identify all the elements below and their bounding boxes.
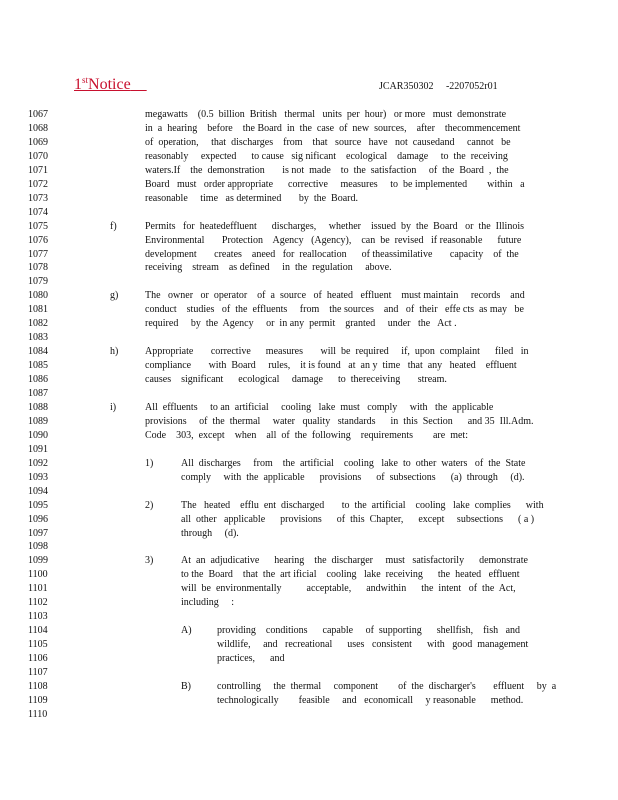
text-line: of operation, that discharges from that source have not causedand cannot be	[145, 136, 511, 148]
text-line: Permits for heatedeffluent discharges, whether issued by the Board or the Illinois	[145, 220, 524, 232]
line-number: 1076	[28, 234, 48, 246]
text-line: conduct studies of the effluents from the sources and of their effe cts as may be	[145, 304, 524, 316]
line-number: 1070	[28, 150, 48, 162]
text-line: All effluents to an artificial cooling lake must comply with the applicable	[145, 401, 494, 413]
line-number: 1086	[28, 374, 48, 386]
line-number: 1106	[28, 653, 48, 665]
line-number: 1085	[28, 360, 48, 372]
line-number: 1081	[28, 304, 48, 316]
line-number: 1101	[28, 583, 48, 595]
paragraph-marker: 3)	[145, 555, 154, 567]
paragraph-marker: B)	[181, 680, 191, 692]
line-number: 1097	[28, 527, 48, 539]
line-number: 1102	[28, 597, 48, 609]
paragraph-marker: h)	[110, 346, 119, 358]
line-number: 1075	[28, 220, 48, 232]
line-number: 1067	[28, 109, 48, 120]
text-line: receiving stream as defined in the regulation above.	[145, 262, 392, 274]
line-number: 1073	[28, 192, 48, 204]
line-number: 1107	[28, 667, 48, 678]
line-number: 1100	[28, 569, 48, 581]
line-number: 1099	[28, 555, 48, 567]
line-number: 1087	[28, 388, 48, 399]
line-number: 1096	[28, 513, 48, 525]
text-line: compliance with Board rules, it is found at an y time that any heated effluent	[145, 360, 517, 372]
text-line: development creates aneed for reallocation of theassimilative capacity of the	[145, 248, 519, 260]
paragraph-marker: 2)	[145, 499, 154, 511]
line-number: 1090	[28, 429, 48, 441]
line-number: 1103	[28, 611, 48, 623]
paragraph-marker: 1)	[145, 457, 154, 469]
line-number: 1083	[28, 332, 48, 344]
text-line: comply with the applicable provisions of subsections (a) through (d).	[181, 471, 525, 483]
text-line: reasonably expected to cause sig nificant ecological damage to the receiving	[145, 150, 508, 162]
line-number: 1108	[28, 680, 48, 692]
line-number: 1077	[28, 248, 48, 260]
line-number: 1084	[28, 346, 48, 358]
text-line: All discharges from the artificial cooling lake to other waters of the State	[181, 457, 526, 469]
line-number: 1080	[28, 290, 48, 302]
line-number: 1078	[28, 262, 48, 274]
document-code: JCAR350302 -2207052r01	[379, 81, 498, 92]
paragraph-marker: g)	[110, 290, 119, 302]
line-number: 1089	[28, 415, 48, 427]
text-line: reasonable time as determined by the Board.	[145, 192, 358, 204]
line-number: 1069	[28, 136, 48, 148]
line-number: 1104	[28, 625, 48, 637]
paragraph-marker: i)	[110, 401, 117, 413]
text-line: waters.If the demonstration is not made to the satisfaction of the Board , the	[145, 164, 509, 176]
line-number: 1074	[28, 206, 48, 218]
line-number: 1091	[28, 443, 48, 455]
line-number: 1094	[28, 485, 48, 497]
text-line: technologically feasible and economicall y reasonable method.	[217, 694, 524, 706]
text-line: The owner or operator of a source of heated effluent must maintain records and	[145, 290, 525, 302]
text-line: to the Board that the art ificial cooling lake receiving the heated effluent	[181, 569, 520, 581]
text-line: will be environmentally acceptable, andwithin the intent of the Act,	[181, 583, 516, 595]
text-line: through (d).	[181, 527, 239, 539]
paragraph-marker: A)	[181, 625, 192, 637]
line-number: 1068	[28, 122, 48, 134]
line-number: 1093	[28, 471, 48, 483]
notice-suffix: st	[82, 75, 89, 85]
text-line: including :	[181, 597, 235, 609]
line-number: 1071	[28, 164, 48, 176]
text-line: practices, and	[217, 653, 285, 665]
line-number: 1110	[28, 708, 48, 720]
line-number: 1082	[28, 318, 48, 330]
text-line: required by the Agency or in any permit granted under the Act .	[145, 318, 457, 330]
notice-title	[74, 76, 147, 94]
text-line: Environmental Protection Agency (Agency), can be revised if reasonable future	[145, 234, 522, 246]
text-line: all other applicable provisions of this Chapter, except subsections ( a )	[181, 513, 535, 525]
line-number: 1105	[28, 639, 48, 651]
line-number: 1079	[28, 276, 48, 288]
text-line: provisions of the thermal water quality standards in this Section and 35 Ill.Adm.	[145, 415, 534, 427]
text-line: wildlife, and recreational uses consistent with good management	[217, 639, 529, 651]
paragraph-marker: f)	[110, 220, 117, 232]
line-number: 1092	[28, 457, 48, 469]
text-line: The heated efflu ent discharged to the artificial cooling lake complies with	[181, 499, 544, 511]
text-line: controlling the thermal component of the discharger's effluent by a	[217, 680, 557, 692]
notice-number: 1	[74, 76, 82, 93]
notice-word: Notice	[88, 76, 131, 93]
line-number: 1109	[28, 694, 48, 706]
line-number: 1095	[28, 499, 48, 511]
text-line: providing conditions capable of supporting shellfish, fish and	[217, 625, 521, 637]
line-number: 1072	[28, 178, 48, 190]
text-line: Code 303, except when all of the following requirements are met:	[145, 429, 468, 441]
line-number: 1088	[28, 401, 48, 413]
text-line: At an adjudicative hearing the discharger must satisfactorily demonstrate	[181, 555, 528, 567]
text-line: Board must order appropriate corrective measures to be implemented within a	[145, 178, 525, 190]
text-line: in a hearing before the Board in the case of new sources, after thecommencement	[145, 122, 521, 134]
line-number: 1098	[28, 541, 48, 553]
text-line: causes significant ecological damage to thereceiving stream.	[145, 374, 447, 386]
text-line: Appropriate corrective measures will be required if, upon complaint filed in	[145, 346, 529, 358]
text-line: megawatts (0.5 billion British thermal units per hour) or more must demonstrate	[145, 109, 507, 120]
